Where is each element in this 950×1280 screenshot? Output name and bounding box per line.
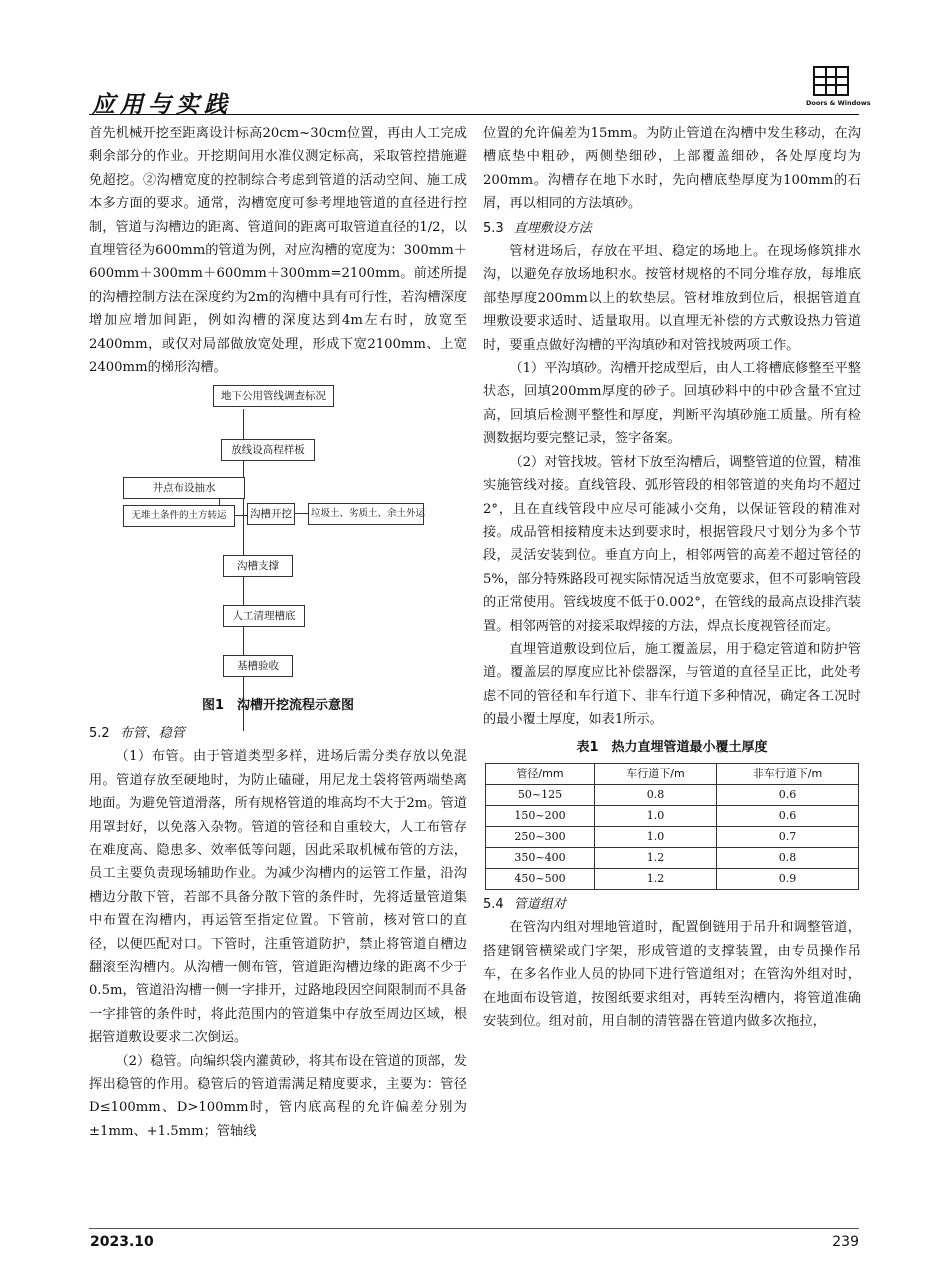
issue-date: 2023.10 xyxy=(90,1234,154,1250)
section-heading-5-2 xyxy=(89,722,467,745)
figure-caption: 图1 沟槽开挖流程示意图 xyxy=(201,698,355,714)
right-column xyxy=(483,122,861,1033)
flow-step-waste-removal: 垃圾土、劣质土、余土外运 xyxy=(308,503,424,525)
table-header: 管径/mm xyxy=(486,763,595,784)
flow-step-cleanup: 人工清理槽底 xyxy=(223,605,305,627)
table-cell: 50~125 xyxy=(486,784,595,805)
cover-depth-table xyxy=(485,763,859,890)
table-row xyxy=(486,847,859,868)
flow-step-survey: 地下公用管线调查标况 xyxy=(213,385,334,407)
paragraph: 首先机械开挖至距离设计标高20cm~30cm位置，再由人工完成剩余部分的作业。开挖期间用水准仪测定标高，采取管控措施避免超挖。②沟槽宽度的控制综合考虑到管道的活动空间、施工成本多方面的要求。通常，沟槽宽度可参考埋地管道的直径进行控制，管道与沟槽边的距离、管道间的距离可取管道直径的1/2，以直埋管径为600mm的管道为例，对应沟槽的宽度为：300mm＋600mm＋300mm＋600mm＋300mm=2100mm。前述所提的沟槽控制方法在深度约为2m的沟槽中具有可行性，若沟槽深度增加应增加间距，例如沟槽的深度达到4m左右时，放宽至2400mm，或仅对局部做放宽处理，形成下宽2100mm、上宽2400mm的梯形沟槽。 xyxy=(89,126,467,376)
table-cell: 0.8 xyxy=(717,847,859,868)
section-number: 5.2 xyxy=(89,725,110,741)
paragraph: （1）平沟填砂。沟槽开挖成型后，由人工将槽底修整至平整状态，回填200mm厚度的砂子。回填砂料中的中砂含量不宜过高，回填后检测平整性和厚度，判断平沟填砂施工质量。所有检测数据均要完整记录，签字备案。 xyxy=(483,361,861,447)
table-cell: 150~200 xyxy=(486,805,595,826)
footer-rule xyxy=(89,1228,859,1229)
flow-step-setout: 放线设高程样板 xyxy=(221,439,315,461)
flow-step-support: 沟槽支撑 xyxy=(223,555,293,577)
flow-step-acceptance: 基槽验收 xyxy=(223,655,293,677)
journal-logo xyxy=(806,66,871,110)
table-cell: 1.2 xyxy=(595,868,717,889)
table-caption: 表1 热力直埋管道最小覆土厚度 xyxy=(576,739,768,755)
table-row xyxy=(486,868,859,889)
table-cell: 0.6 xyxy=(717,784,859,805)
table-cell: 1.0 xyxy=(595,826,717,847)
paragraph: （2）对管找坡。管材下放至沟槽后，调整管道的位置，精准实施管线对接。直线管段、弧形管段的相邻管道的夹角均不超过2°，且在直线管段中应尽可能减小交角，以保证管段的精准对接。成品管相接精度未达到要求时，根据管段尺寸划分为多个节段，灵活安装到位。垂直方向上，相邻两管的高差不超过管径的5%，部分特殊路段可视实际情况适当放宽要求，但不可影响管段的正常使用。管线坡度不低于0.002°，在管线的最高点设排汽装置。相邻两管的对接采取焊接的方法，焊点长度视管径而定。 xyxy=(483,454,861,634)
table-cell: 450~500 xyxy=(486,868,595,889)
table-cell: 250~300 xyxy=(486,826,595,847)
paragraph: （2）稳管。向编织袋内灌黄砂，将其布设在管道的顶部，发挥出稳管的作用。稳管后的管道需满足精度要求，主要为：管径D≤100mm、D>100mm时，管内底高程的允许偏差分别为±1mm、+1.5mm；管轴线 xyxy=(89,1053,467,1139)
table-cell: 0.6 xyxy=(717,805,859,826)
section-title: 管道组对 xyxy=(513,896,566,912)
left-column xyxy=(89,122,467,1143)
paragraph: 直埋管道敷设到位后，施工覆盖层，用于稳定管道和防护管道。覆盖层的厚度应比补偿器深，与管道的直径呈正比，此处考虑不同的管径和车行道下、非车行道下多种情况，确定各工况时的最小覆土厚度，如表1所示。 xyxy=(483,641,861,728)
table-row xyxy=(486,784,859,805)
excavation-flowchart xyxy=(89,383,467,690)
table-row xyxy=(486,805,859,826)
doors-windows-icon xyxy=(813,66,849,96)
paragraph: 管材进场后，存放在平坦、稳定的场地上。在现场修筑排水沟，以避免存放场地积水。按管材规格的不同分堆存放，每堆底部垫厚度200mm以上的软垫层。管材堆放到位后，根据管道直埋敷设要求适时、适量取用。以直埋无补偿的方式敷设热力管道时，要重点做好沟槽的平沟填砂和对管找坡两项工作。 xyxy=(483,244,861,353)
section-number: 5.3 xyxy=(483,220,504,236)
section-title: 布管、稳管 xyxy=(119,725,185,741)
paragraph: 位置的允许偏差为15mm。为防止管道在沟槽中发生移动，在沟槽底垫中粗砂，两侧垫细砂，上部覆盖细砂，各处厚度均为200mm。沟槽存在地下水时，先向槽底垫厚度为100mm的石屑，再以相同的方法填砂。 xyxy=(483,126,861,212)
table-row xyxy=(486,826,859,847)
section-header-title: 应用与实践 xyxy=(92,91,232,118)
table-cell: 0.9 xyxy=(717,868,859,889)
logo-text: Doors & Windows xyxy=(806,99,871,107)
paragraph: 在管沟内组对埋地管道时，配置倒链用于吊升和调整管道，搭建钢管横梁或门字架，形成管道的支撑装置，由专员操作吊车，在多名作业人员的协同下进行管道组对；在管沟外组对时，在地面布设管道，按图纸要求组对，再转至沟槽内，将管道准确安装到位。组对前，用自制的清管器在管道内做多次拖拉， xyxy=(483,920,861,1029)
flow-step-soil-transfer: 无堆土条件的土方转运 xyxy=(123,505,235,527)
section-number: 5.4 xyxy=(483,896,504,912)
flow-step-dewatering: 井点布设抽水 xyxy=(123,477,245,499)
table-cell: 0.8 xyxy=(595,784,717,805)
table-cell: 1.0 xyxy=(595,805,717,826)
table-cell: 0.7 xyxy=(717,826,859,847)
section-heading-5-4 xyxy=(483,893,861,916)
table-header: 非车行道下/m xyxy=(717,763,859,784)
flow-step-excavation: 沟槽开挖 xyxy=(247,503,295,525)
page-number: 239 xyxy=(832,1234,859,1250)
table-header-row xyxy=(486,763,859,784)
section-heading-5-3 xyxy=(483,217,861,240)
header-rule xyxy=(89,114,859,115)
table-cell: 1.2 xyxy=(595,847,717,868)
paragraph: （1）布管。由于管道类型多样，进场后需分类存放以免混用。管道存放至硬地时，为防止磕碰，用尼龙土袋将管两端垫离地面。为避免管道滑落，所有规格管道的堆高均不大于2m。管道用罩封好，以免落入杂物。管道的管径和自重较大，人工布管存在难度高、隐患多、效率低等问题，因此采取机械布管的方法，员工主要负责现场辅助作业。为减少沟槽内的运管工作量，沿沟槽边分散下管，若部不具备分散下管的条件时，先将适量管道集中布置在沟槽内，再运管至指定位置。下管前，核对管口的直径，以便匹配对口。下管时，注重管道防护，禁止将管道自槽边翻滚至沟槽内。从沟槽一侧布管，管道距沟槽边缘的距离不少于0.5m，管道沿沟槽一侧一字排开，过路地段因空间限制而不具备一字排管的条件时，将此范围内的管道集中存放至周边区域，根据管道敷设要求二次倒运。 xyxy=(89,749,467,1046)
section-title: 直埋敷设方法 xyxy=(513,220,592,236)
table-header: 车行道下/m xyxy=(595,763,717,784)
table-cell: 350~400 xyxy=(486,847,595,868)
